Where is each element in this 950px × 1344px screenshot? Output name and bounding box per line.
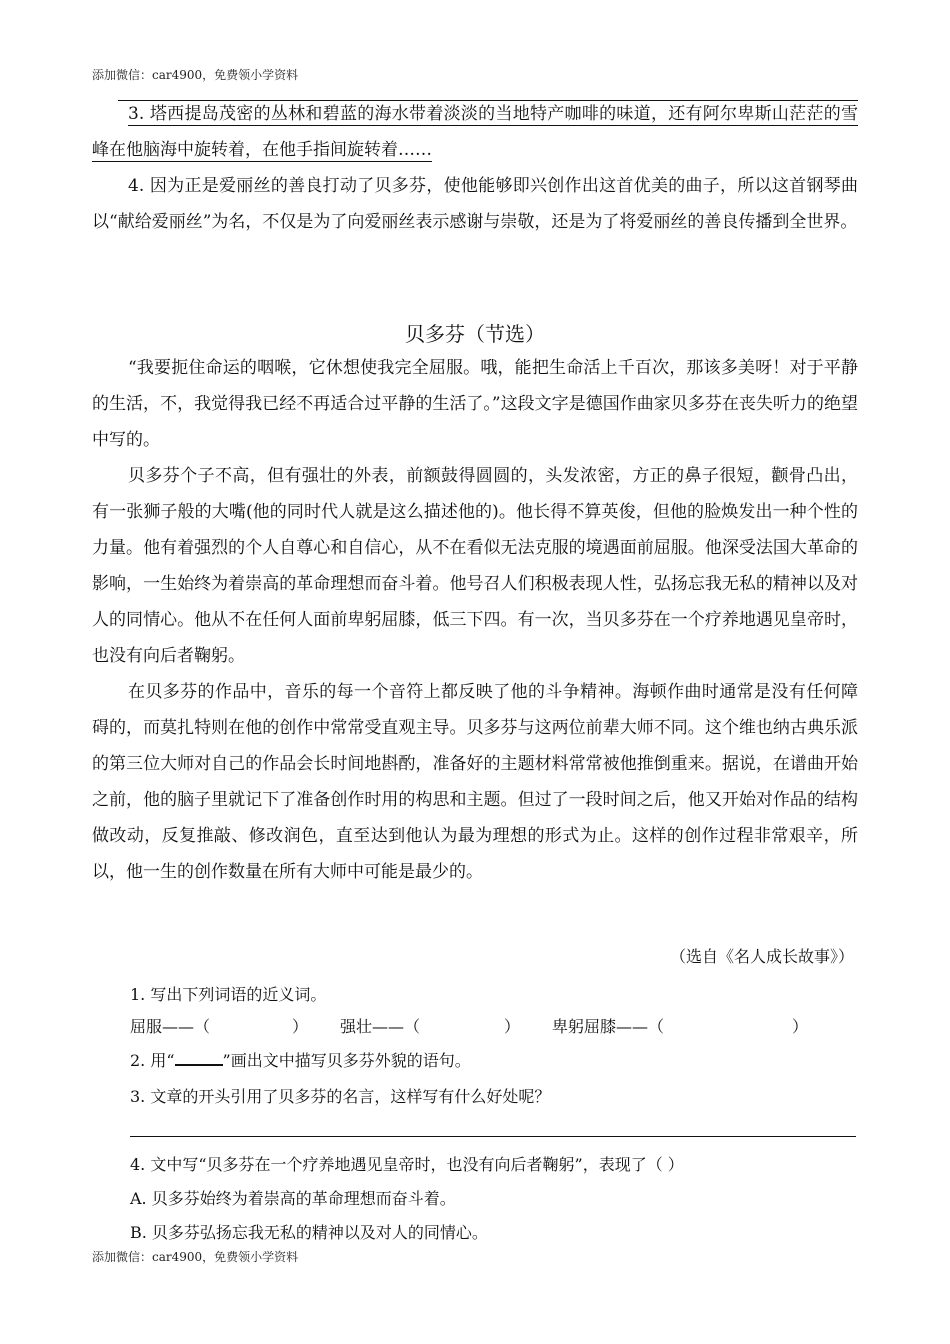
article-source: （选自《名人成长故事》）: [669, 947, 854, 966]
underline-mark: [175, 1050, 223, 1066]
answer-blank-line: [130, 1136, 856, 1137]
article-title: 贝多芬（节选）: [405, 322, 545, 346]
question-1: 1. 写出下列词语的近义词。: [130, 985, 327, 1004]
q1-item-1-open: 屈服——（: [130, 1017, 211, 1036]
article-paragraph-2: 贝多芬个子不高，但有强壮的外表，前额鼓得圆圆的，头发浓密，方正的鼻子很短，颧骨凸出，有一张狮子般的大嘴(他的同时代人就是这么描述他的)。他长得不算英俊，但他的脸焕发出一种个性的力量。他有着强烈的个人自尊心和自信心，从不在看似无法克服的境遇面前屈服。他深受法国大革命的影响，一生始终为着崇高的革命理想而奋斗着。他号召人们积极表现人性，弘扬忘我无私的精神以及对人的同情心。他从不在任何人面前卑躬屈膝，低三下四。有一次，当贝多芬在一个疗养地遇见皇帝时，也没有向后者鞠躬。: [92, 466, 858, 666]
question-4-option-b: B. 贝多芬弘扬忘我无私的精神以及对人的同情心。: [130, 1223, 488, 1242]
q1-item-2-open: 强壮——（: [340, 1017, 421, 1036]
q1-item-1-close: ）: [292, 1017, 309, 1036]
article-paragraph-1: “我要扼住命运的咽喉，它休想使我完全屈服。哦，能把生命活上千百次，那该多美呀！对于平静的生活，不，我觉得我已经不再适合过平静的生活了。”这段文字是德国作曲家贝多芬在丧失听力的绝望中写的。: [92, 358, 858, 450]
q1-item-3-open: 卑躬屈膝——（: [552, 1017, 665, 1036]
question-2: [130, 1048, 471, 1071]
question-3: 3. 文章的开头引用了贝多芬的名言，这样写有什么好处呢？: [130, 1087, 551, 1106]
question-2-prefix: 2. 用“: [130, 1051, 175, 1070]
question-4: 4. 文中写“贝多芬在一个疗养地遇见皇帝时，也没有向后者鞠躬”，表现了（ ）: [130, 1155, 684, 1174]
answer-3: [92, 96, 858, 168]
article-paragraph-3: 在贝多芬的作品中，音乐的每一个音符上都反映了他的斗争精神。海顿作曲时通常是没有任何障碍的，而莫扎特则在他的创作中常常受直观主导。贝多芬与这两位前辈大师不同。这个维也纳古典乐派的第三位大师对自己的作品会长时间地斟酌，准备好的主题材料常常被他推倒重来。据说，在谱曲开始之前，他的脑子里就记下了准备创作时用的构思和主题。但过了一段时间之后，他又开始对作品的结构做改动，反复推敲、修改润色，直至达到他认为最为理想的形式为止。这样的创作过程非常艰辛，所以，他一生的创作数量在所有大师中可能是最少的。: [92, 682, 858, 882]
q1-item-3-close: ）: [792, 1017, 809, 1036]
q1-item-2-close: ）: [504, 1017, 521, 1036]
question-2-suffix: ”画出文中描写贝多芬外貌的语句。: [222, 1051, 471, 1070]
question-4-option-a: A. 贝多芬始终为着崇高的革命理想而奋斗着。: [130, 1189, 456, 1208]
header-note: 添加微信：car4900，免费领小学资料: [92, 68, 299, 82]
answer-4: 4. 因为正是爱丽丝的善良打动了贝多芬，使他能够即兴创作出这首优美的曲子，所以这首钢琴曲以“献给爱丽丝”为名，不仅是为了向爱丽丝表示感谢与崇敬，还是为了将爱丽丝的善良传播到全世界。: [92, 176, 858, 232]
answer-3-text: 3. 塔西提岛茂密的丛林和碧蓝的海水带着淡淡的当地特产咖啡的味道，还有阿尔卑斯山茫茫的雪峰在他脑海中旋转着，在他手指间旋转着……: [92, 104, 858, 160]
footer-note: 添加微信：car4900，免费领小学资料: [92, 1250, 299, 1264]
